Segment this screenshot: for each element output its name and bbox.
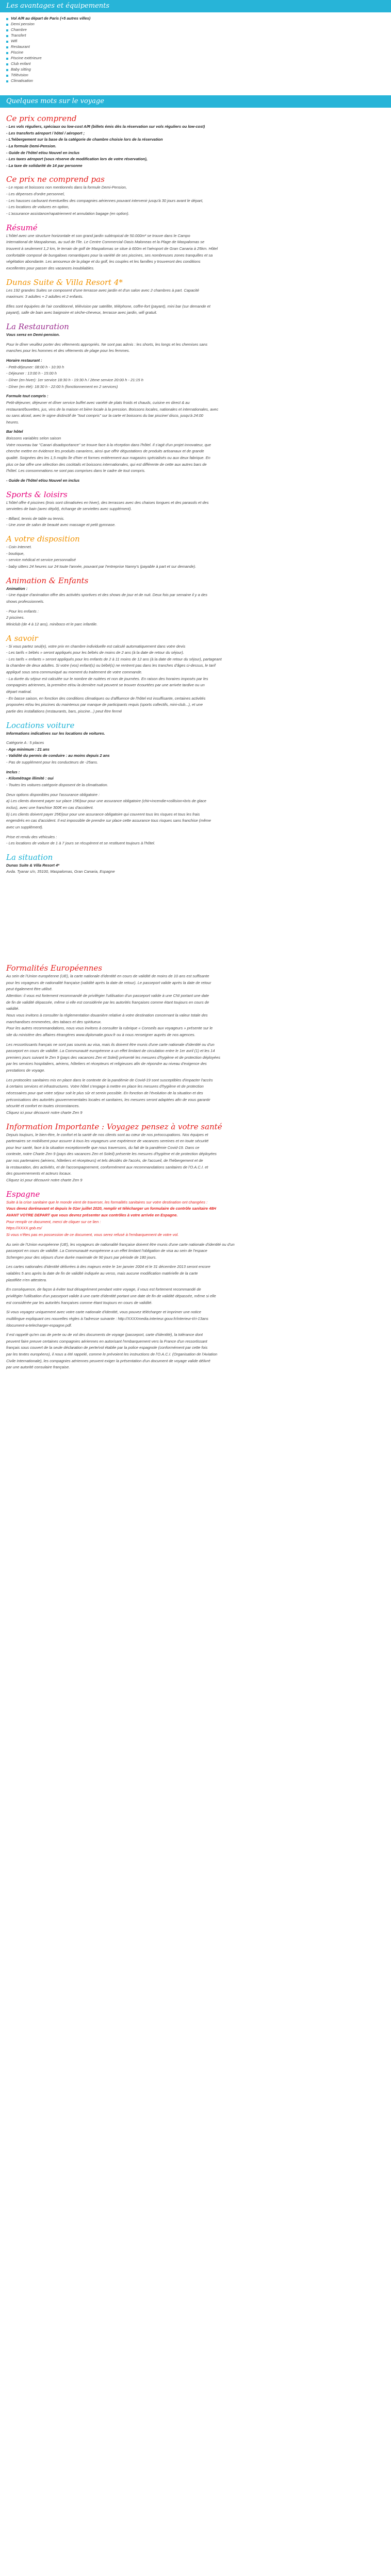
paragraph-gap xyxy=(6,1260,385,1263)
text-line: Votre nouveau bar "Canari disadopcéance" se trouve face à la réception dans l'hôtel. Il s'agit d'un projet innovateur, que xyxy=(6,442,211,447)
bullet-icon xyxy=(6,63,8,65)
sports-lines xyxy=(6,500,385,529)
bullet-icon xyxy=(6,35,8,37)
text-line: Civile Internationale), les compagnies aériennes peuvent exiger la présentation d'un document de voyage valide délivré xyxy=(6,1358,210,1363)
text-line: de fin de validité dépassée, même si elle est considérée par les autorités françaises comme étant toujours en cours de xyxy=(6,999,209,1005)
map-area xyxy=(6,875,385,957)
text-line: - La durée du séjour est calculée sur le nombre de nuitées et non de journées. En raison des horaires imposés par les xyxy=(6,676,208,681)
voyage-content xyxy=(0,114,391,1370)
text-line: Elles sont équipées de l'air conditionné, télévision par satellite, téléphone, coffre-fort (payant), mini bar (sur demande et xyxy=(6,303,210,309)
paragraph-gap xyxy=(6,474,385,477)
section-title: Ce prix comprend xyxy=(6,114,77,123)
situation-lines xyxy=(6,863,385,875)
paragraph-gap xyxy=(6,1238,385,1241)
bullet-icon xyxy=(6,80,8,82)
equipement-item xyxy=(6,61,385,67)
text-line: site du ministère des affaires étrangères www.diplomatie.gouv.fr ou à nous renseigner auprès de nos agences. xyxy=(6,1032,196,1037)
text-line[interactable]: Cliquez ici pour découvrir notre charte Zen 9 xyxy=(6,1178,83,1183)
text-line: Au sein de l'Union européenne (UE), la carte nationale d'identité en cours de validité de moins de 10 ans est suffisante xyxy=(6,974,209,979)
text-line: par les services hospitaliers, aériens, hôteliers et récepteurs et religieuses afin de répondre au niveau d'exigence des xyxy=(6,1061,207,1066)
section-title: Dunas Suite & Villa Resort 4* xyxy=(6,277,123,287)
text-line: - Guide de l'hôtel et/ou Nouvel en inclus xyxy=(6,478,80,483)
equipement-item xyxy=(6,27,385,33)
text-line: - Dîner (en hiver): 1er service 18:30 h - 19:30 h / 2ème service 20:00 h - 21:15 h xyxy=(6,377,143,382)
text-line: - Si vous partez seul(e), votre prix en chambre individuelle est calculé automatiquement dans votre devis xyxy=(6,643,186,649)
paragraph-gap xyxy=(6,425,385,428)
equipement-label: Demi pension xyxy=(11,22,35,27)
text-line: Prise et rendu des véhicules : xyxy=(6,834,57,839)
section-title: Information Importante : Voyagez pensez à votre santé xyxy=(6,1122,222,1131)
savoir-lines xyxy=(6,644,385,715)
equipement-label: Piscine xyxy=(11,50,24,55)
text-line: la restauration, des activités, et de l'accompagnement, conformément aux recommandations sanitaires de l'O.A.C.I. et xyxy=(6,1164,208,1170)
text-line: avec un supplément). xyxy=(6,824,43,829)
text-line: L'hôtel avec une structure horizontale et son grand jardin subtropical de 50.000m² se trouve dans le Campo xyxy=(6,233,190,238)
equipements-list xyxy=(0,12,391,84)
equipement-label: Chambre xyxy=(11,27,27,32)
text-line: - Kilométrage illimité : oui xyxy=(6,776,54,781)
text-line: Pour le dîner veuillez porter des vêtements appropriés. Ne sont pas admis : les shorts, les longs et les chemises sans xyxy=(6,342,208,347)
equipements-banner xyxy=(0,0,391,12)
paragraph-gap xyxy=(6,1074,385,1077)
voyage-banner xyxy=(0,95,391,108)
bullet-icon xyxy=(6,18,8,20)
text-line: des gouvernements et acteurs locaux. xyxy=(6,1171,72,1176)
text-line: sécurité et confort en toutes circonstances. xyxy=(6,1104,80,1109)
prix-ne-comprend-lines xyxy=(6,185,385,216)
text-line: Les 192 grandes Suites se composent d'une terrasse avec jardin et d'un salon avec 2 chambres à part. Capacité xyxy=(6,287,199,293)
bullet-icon xyxy=(6,46,8,48)
text-line: Depuis toujours, le bien-être, le confort et la santé de nos clients sont au cœur de nos préoccupations. Nos équipes et xyxy=(6,1132,208,1137)
text-line: par une autorité consulaire française. xyxy=(6,1365,70,1370)
equipement-label: Vol A/R au départ de Paris (+5 autres villes) xyxy=(11,16,91,21)
text-line: - Le repas et boissons non mentionnés dans la formule Demi-Pension, xyxy=(6,185,127,190)
paragraph-gap xyxy=(6,788,385,791)
text-line: Au sein de l'Union européenne (UE), les voyageurs de nationalité française doivent être munis d'une carte nationale d'identité ou d'un xyxy=(6,1242,235,1247)
text-line: pour leur santé, face à la situation exceptionnelle que nous traversons, du fait de la pandémie Covid-19. Dans ce xyxy=(6,1145,200,1150)
text-line: est considérée par les autorités françaises comme étant toujours en cours de validité. xyxy=(6,1300,153,1305)
text-line: - baby sitters 24 heures sur 24 toute l'année, pouvant par l'entreprise Nanny's (payable à part et sur demande). xyxy=(6,564,197,569)
text-line: /document-a-telecharger-espagne.pdf. xyxy=(6,1323,72,1328)
paragraph-gap xyxy=(6,766,385,769)
text-line: inclus), avec une franchise 300€ en cas d'accident. xyxy=(6,805,94,810)
text-line: Il est rappelé qu'en cas de perte ou de vol des documents de voyage (passeport, carte d'identité), la tolérance dont xyxy=(6,1332,203,1337)
text-line: prestations de voyage. xyxy=(6,1068,45,1073)
text-line: départ matinal. xyxy=(6,689,32,694)
text-line: - boutique, xyxy=(6,551,25,556)
text-line: - Age minimum : 21 ans xyxy=(6,747,50,752)
text-line: contexte, notre Charte Zen 9 (pays des vacances Zen et Soleil) présente les mesures d'hygiène et de protection déployées xyxy=(6,1151,217,1157)
text-line: par les textes européens), il nous a été rappelé, comme le prévoient les instructions de l'O.A.C.I. (Organisation de l'Aviation xyxy=(6,1352,218,1357)
equipement-item xyxy=(6,44,385,50)
voyage-title: Quelques mots sur le voyage xyxy=(6,97,104,105)
text-line: marchandises emmenées, des tabacs et des spiritueux. xyxy=(6,1019,102,1024)
text-line: Miniclub (de 4 à 12 ans), miniboco et le parc infantile. xyxy=(6,621,98,626)
text-line: a) Les clients donnent payer sur place 15€/jour pour une assurance obligatoire (chir+incendie+collision+bris de glace xyxy=(6,799,206,804)
equipement-label: Wifi xyxy=(11,39,18,44)
text-line: Si vous voyagez uniquement avec votre carte nationale d'identité, vous pouvez télécharger et imprimer une notice xyxy=(6,1310,201,1315)
section-title: Formalités Européennes xyxy=(6,963,102,973)
text-line: Informations indicatives sur les locations de voitures. xyxy=(6,731,105,736)
text-line: Animation : xyxy=(6,586,28,591)
resume-lines xyxy=(6,233,385,272)
text-line: privilégier l'utilisation d'un passeport valide à une carte d'identité portant une date de fin de validité dépassée, même si elle xyxy=(6,1294,216,1298)
text-line: qualité. Soignées des les 1,5 mojito île d'hier et formes entièrement aux magasins spécialisés ou aux deux fabrique. En xyxy=(6,455,210,460)
text-line: - La formule Demi-Pension. xyxy=(6,143,57,148)
text-line: Petit-déjeuner, déjeuner et dîner service buffet avec variété de plats froids et chauds, cuisine en direct & au xyxy=(6,400,190,405)
paragraph-gap xyxy=(6,1328,385,1331)
text-line: b) Les clients doivent payer 25€/jour pour une assurance obligatoire qui couvrent tous les risques et tous les frais xyxy=(6,811,200,817)
text-line: compagnies aériennes, la première et/ou la dernière nuit peuvent se trouver écourtées par une arrivée tardive ou un xyxy=(6,683,205,688)
paragraph-gap xyxy=(6,736,385,739)
text-line: manches pour les hommes et des vêtements de plage pour les femmes. xyxy=(6,348,130,353)
dunas-lines xyxy=(6,288,385,316)
text-line: 2 piscines. xyxy=(6,615,25,620)
text-line: pour les voyageurs de nationalité française (validité après la date de retour). Le passeport valide après la date de retour xyxy=(6,980,211,985)
text-line: - Une zone de salon de beauté avec massage et petit gymnase. xyxy=(6,522,116,528)
text-line: Avda. Tyanar s/n, 35100, Maspalomas, Gran Canaria, Espagne xyxy=(6,869,115,874)
text-line: - Petit-déjeuner: 08:00 h - 10:30 h xyxy=(6,364,64,369)
text-line: excellentes pour passer des vacances inoubliables. xyxy=(6,265,94,270)
text-line: - En basse saison, en fonction des conditions climatiques ou d'affluence de l'hôtel est insuffisante, certaines activités xyxy=(6,696,206,701)
text-line: plastifiée n'en attestera. xyxy=(6,1277,47,1282)
text-line: par nos partenaires (aériens, hôteliers et récepteurs) et tels décidés de l'accès, de l'accueil, de l'hébergement et de xyxy=(6,1158,203,1163)
equipement-item xyxy=(6,50,385,56)
text-line: multilingue expliquant ces nouvelles règles à l'adresse suivante : http://XXXXmedia.interieur.gouv.fr/interieur-t/ri-13ans xyxy=(6,1316,208,1321)
text-line: maximum: 3 adultes + 2 adultes et 2 enfants. xyxy=(6,294,84,299)
text-line: à certains services et infrastructures. Votre hôtel s'engage à mettre en place les mesures d'hygiène et de protection xyxy=(6,1084,204,1089)
text-line: Les cartes nationales d'identité délivrées à des majeurs entre le 1er janvier 2004 et le 31 décembre 2013 seront encore xyxy=(6,1264,210,1269)
text-line: Deux options disponibles pour l'assurance obligatoire : xyxy=(6,792,100,797)
text-line: végétation abondante. Les amoureux de la plage et du golf, les couples et les familles y trouveront des conditions xyxy=(6,259,201,264)
equipement-item xyxy=(6,22,385,27)
equipement-item xyxy=(6,39,385,44)
text-line: serviettes de bain (avec dépôt), échange de serviettes avec supplément). xyxy=(6,506,132,512)
equipement-label: Club enfant xyxy=(11,61,31,66)
text-line: peuvent faire preuve certaines compagnies aériennes en autorisant l'embarquement vers la France d'un ressortissant xyxy=(6,1338,207,1344)
text-line: Suite à la crise sanitaire que le monde vient de traverser, les formalités sanitaires sur votre destination ont changées : xyxy=(6,1199,208,1205)
bullet-icon xyxy=(6,58,8,60)
text-line: - Validité du permis de conduire : au moins depuis 2 ans xyxy=(6,753,110,758)
text-line: - Billard, tennis de table ou tennis. xyxy=(6,516,64,521)
text-line: - Les tarifs « bébés » seront appliqués pour les bébés de moins de 2 ans (à la date de retour du séjour). xyxy=(6,650,184,655)
text-line: ou sans alcool, avec le signe distinctif de "tout compris" sur la carte et boissons du bar piscine/ disco, jusqu'à 24:00 xyxy=(6,413,203,418)
text-line: - Coin Internet. xyxy=(6,545,32,550)
text-line: - service médical et service personnalisé xyxy=(6,557,76,563)
text-line: cherche mettre en évidence les produits canariens, ainsi que offrir dégustations de produits artisanaux et de grande xyxy=(6,449,204,454)
text-line: français sous couvert de la seule déclaration de perte/vol établie par la police espagnole (conformément par cette fois xyxy=(6,1345,208,1350)
section-title: A savoir xyxy=(6,633,38,643)
equipement-label: Baby sitting xyxy=(11,67,31,72)
text-line: - Les dépenses d'ordre personnel, xyxy=(6,192,65,197)
text-line: Horaire restaurant : xyxy=(6,358,42,363)
equipement-item xyxy=(6,33,385,39)
text-line: Boissons variables selon saison xyxy=(6,436,61,441)
equipement-label: Climatisation xyxy=(11,78,33,83)
paragraph-gap xyxy=(6,831,385,834)
text-line[interactable]: Cliquez ici pour découvrir notre charte Zen 9 xyxy=(6,1110,83,1115)
equipement-item xyxy=(6,16,385,22)
text-line: Bar hôtel xyxy=(6,429,23,434)
paragraph-gap xyxy=(6,1283,385,1286)
text-line: préconisations des autorités gouvernementales locales et sanitaires, les mesures seront adaptées afin de vous garantir xyxy=(6,1097,210,1102)
bullet-icon xyxy=(6,29,8,31)
text-line: - Les vols réguliers, spéciaux ou low-cost A/R (billets émis dès la réservation sur vols réguliers ou low-cost) xyxy=(6,124,205,129)
text-line: - Les hausses carburant éventuelles des compagnies aériennes pouvant intervenir jusqu'à 30 jours avant le départ, xyxy=(6,198,204,203)
text-line: partie des installations (restaurants, bars, piscine...) peut être fermé xyxy=(6,708,122,714)
text-line: Les protocoles sanitaires mis en place dans le contexte de la pandémie de Covid-19 sont susceptibles d'impacter l'accès xyxy=(6,1077,213,1082)
text-line: Si vous n'êtes pas en possession de ce document, vous serez refusé à l'embarquement de votre vol. xyxy=(6,1232,179,1237)
text-line: validité. xyxy=(6,1006,20,1011)
text-line: Pour remplir ce document, merci de cliquer sur ce lien : xyxy=(6,1219,101,1224)
text-line: la chambre de deux adultes. Si votre (vos) enfant(s) ou bébé(s) ne rentrent pas dans les tranches d'âges ci-dessus, le tarif xyxy=(6,663,216,668)
section-title: Animation & Enfants xyxy=(6,575,89,585)
text-line: - Les locations de voiture de 1 à 7 jours se récupèrent et se restituent toujours à l'hôtel. xyxy=(6,841,155,846)
espagne-lines xyxy=(6,1200,385,1370)
text-line: Pour les autres recommandations, nous vous invitons à consulter la rubrique « Conseils aux voyageurs » présente sur le xyxy=(6,1026,213,1031)
paragraph-gap xyxy=(6,512,385,515)
equipement-item xyxy=(6,67,385,73)
text-line: - Une équipe d'animation offre des activités sportives et des shows de jour et de nuit. Deux fois par semaine il y a des xyxy=(6,592,207,598)
paragraph-gap xyxy=(6,605,385,608)
text-line: - L'hébergement sur la base de la catégorie de chambre choisie lors de la réservation xyxy=(6,137,163,142)
text-line: confortable composé de bungalows romantiques pour la variété de ses piscines, ses nombreuses zones tranquilles et sa xyxy=(6,252,213,258)
bullet-icon xyxy=(6,41,8,43)
text-line: Nous vous invitons à consulter la réglementation douanière relative à votre destination concernant la valeur totale des xyxy=(6,1012,208,1018)
text-line: payant), salle de bain avec baignoire et sèche-cheveux, terrasse avec jardin, wifi gratuit. xyxy=(6,310,157,315)
section-title: Résumé xyxy=(6,223,38,232)
equipements-title: Les avantages et équipements xyxy=(6,2,110,10)
text-line: Formule tout compris : xyxy=(6,394,48,399)
text-line: Schengen pour des séjours d'une durée maximale de 90 jours par période de 180 jours. xyxy=(6,1255,157,1260)
bullet-icon xyxy=(6,75,8,77)
section-title: Locations voiture xyxy=(6,720,75,730)
section-title: La Restauration xyxy=(6,322,69,332)
equipement-label: Piscine extérieure xyxy=(11,56,42,61)
text-line: Catégorie A : 5 places xyxy=(6,740,44,745)
text-line: Attention: il vous est fortement recommandé de privilégier l'utilisation d'un passeport valide à une CNI portant une date xyxy=(6,993,209,998)
disposition-lines xyxy=(6,545,385,570)
text-line: proposées et/ou les piscines du maintenus par manque de participants requis (sports collectifs, mini-club...), et une xyxy=(6,702,203,707)
text-line: Les ressortissants français ne sont pas soumis au visa, mais ils doivent être munis d'une carte nationale d'identité ou d'un xyxy=(6,1042,215,1047)
text-line: - Les taxes aéroport (sous réserve de modification lors de votre réservation), xyxy=(6,157,148,162)
bullet-icon xyxy=(6,52,8,54)
section-title: Sports & loisirs xyxy=(6,489,68,499)
section-title: La situation xyxy=(6,852,53,862)
paragraph-gap xyxy=(6,1306,385,1309)
text-line: - Pour les enfants : xyxy=(6,608,39,614)
equipement-label: Transfert xyxy=(11,33,26,38)
paragraph-gap xyxy=(6,1038,385,1041)
bullet-icon xyxy=(6,24,8,26)
text-line: - L'assurance assistance/rapatriement et annulation bagage (en option). xyxy=(6,211,129,216)
section-title: Ce prix ne comprend pas xyxy=(6,175,105,184)
paragraph-gap xyxy=(6,389,385,393)
text-line: Dunas Suite & Villa Resort 4* xyxy=(6,862,60,868)
text-line: Vous devez dorénavant et depuis le 01er juillet 2020, remplir et télécharger un formulaire de contrôle sanitaire 48H xyxy=(6,1206,216,1211)
text-line: - Déjeuner : 13:00 h - 15:00 h xyxy=(6,371,57,376)
text-line: International de Maspalomas, au sud de l'île. Le Centre Commercial Oasis Maloneas et la Plage de Maspalomas se xyxy=(6,240,205,245)
text-line: shows professionnels. xyxy=(6,599,44,604)
equipement-item xyxy=(6,56,385,61)
equipement-label: Restaurant xyxy=(11,44,30,49)
text-line: - La taxe de solidarité de 14 par personne xyxy=(6,163,83,168)
text-line: Inclus : xyxy=(6,769,20,774)
locations-lines xyxy=(6,731,385,846)
text-line: - Les tarifs « enfants » seront appliqués pour les enfants de 2 à 11 moins de 12 ans (à la date de retour du séjour), partageant xyxy=(6,656,222,662)
text-line: - Les locations de voitures en option, xyxy=(6,205,70,210)
text-line: En conséquence, de façon à éviter tout désagrément pendant votre voyage, il vous est fortement recommandé de xyxy=(6,1287,201,1292)
text-line: valables 5 ans après la date de fin de validité indiquée au verso, mais aucune modification matérielle de la carte xyxy=(6,1271,198,1276)
text-line[interactable]: https://XXXX.gob.es/ xyxy=(6,1226,42,1231)
equipement-item xyxy=(6,73,385,78)
text-line: restaurant/buvettes, jus, vins de la maison et bière locale à la pression. Boissons locales, nationales et internationales, avec xyxy=(6,406,219,412)
text-line: - Guide de l'hôtel et/ou Nouvel en inclus xyxy=(6,150,80,155)
text-line: nécessaires pour que votre séjour soit le plus sûr et serein possible. En fonction de l'évolution de la situation et des xyxy=(6,1090,203,1095)
formalites-lines xyxy=(6,974,385,1115)
restauration-lines xyxy=(6,332,385,483)
text-line: appliqué sous sera communiqué au moment du traitement de votre commande. xyxy=(6,670,142,675)
text-line: l'hôtel. Les consommations ne sont pas comprises dans le cadre de tout compris. xyxy=(6,468,145,473)
equipement-label: Télévision xyxy=(11,73,28,78)
bullet-icon xyxy=(6,69,8,71)
text-line: trouvent à seulement 1,2 km, le terrain de golf de Maspalomas se situe à 600m et l'aéroport de Gran Canaria à 25km. Hôtel xyxy=(6,246,218,251)
text-line: premiers jours suivant le Zen 9 (pays des vacances Zen et Soleil) présenté les mesures d'hygiène et de protection déployées xyxy=(6,1055,220,1060)
text-line: AVANT VOTRE DEPART que vous devrez présenter aux contrôles à votre arrivée en Espagne. xyxy=(6,1212,178,1217)
text-line: Vous serez en Demi-pension. xyxy=(6,332,60,337)
text-line: passeport en cours de validité. La Communauté européenne a un effet limitant l'obligation de visa au sein de l'espace xyxy=(6,1248,207,1253)
equipement-item xyxy=(6,78,385,84)
section-title: A votre disposition xyxy=(6,534,80,544)
prix-comprend-lines xyxy=(6,124,385,168)
text-line: - Pas de supplément pour les conducteurs de -25ans. xyxy=(6,760,99,765)
section-title: Espagne xyxy=(6,1189,40,1199)
text-line: L'hôtel offre 4 piscines (trois sont climatisées en hiver), des terrasses avec des chaises longues et des parasols et des xyxy=(6,500,209,505)
paragraph-gap xyxy=(6,354,385,357)
text-line: - Toutes les voitures catégorie disposent de la climatisation. xyxy=(6,783,108,788)
text-line: plus ce bar offre une sélection des cocktails et boissons internationales, qui est différente de cette aux autres bars de xyxy=(6,462,207,467)
text-line: heures. xyxy=(6,419,20,425)
paragraph-gap xyxy=(6,300,385,303)
paragraph-gap xyxy=(6,338,385,341)
text-line: passeport en cours de validité. La Communauté européenne a un effet limitant de circulation entre le 1er avril (1) et les 14 xyxy=(6,1048,215,1054)
text-line: - Dîner (en été): 18:30 h - 22:00 h (fonctionnement en 2 services) xyxy=(6,384,118,389)
text-line: partenaires se mobilisent pour assurer à tous les voyageurs une expérience de vacances sereines et en toute sécurité xyxy=(6,1139,209,1144)
text-line: - Les transferts aéroport / hôtel / aéroport ; xyxy=(6,130,85,135)
info-sante-lines xyxy=(6,1132,385,1183)
animation-lines xyxy=(6,586,385,628)
text-line: peut également être utilisé. xyxy=(6,987,53,992)
text-line: engendrés en cas d'accident. Il est impossible de prendre sur place cette assurance tous risques sans franchise (même xyxy=(6,818,211,823)
